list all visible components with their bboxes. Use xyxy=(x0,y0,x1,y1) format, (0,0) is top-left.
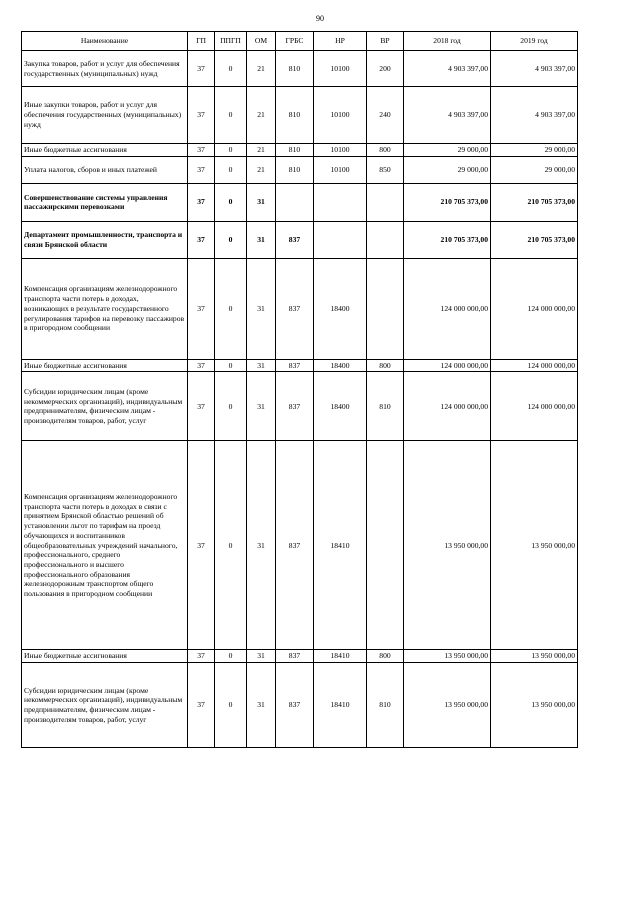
cell-ppgp: 0 xyxy=(215,372,247,441)
cell-om: 21 xyxy=(247,51,276,87)
cell-om: 31 xyxy=(247,183,276,221)
cell-grbs: 837 xyxy=(276,441,314,650)
table-body xyxy=(22,51,578,748)
cell-vr: 810 xyxy=(367,372,404,441)
cell-vr xyxy=(367,258,404,359)
cell-vr: 800 xyxy=(367,650,404,663)
cell-y2018: 29 000,00 xyxy=(404,156,491,183)
cell-np: 18400 xyxy=(314,372,367,441)
table-row xyxy=(22,372,578,441)
cell-name: Иные закупки товаров, работ и услуг для обеспечения государственных (муниципальных) нужд xyxy=(22,87,188,144)
cell-om: 31 xyxy=(247,359,276,372)
table-row xyxy=(22,183,578,221)
cell-gp: 37 xyxy=(188,258,215,359)
cell-name: Субсидии юридическим лицам (кроме некоммерческих организаций), индивидуальным предпринимателям, физическим лицам - производителям товаров, работ, услуг xyxy=(22,372,188,441)
page-number: 90 xyxy=(316,14,324,23)
table-row xyxy=(22,359,578,372)
table-row xyxy=(22,221,578,258)
cell-np: 10100 xyxy=(314,156,367,183)
cell-om: 21 xyxy=(247,156,276,183)
cell-ppgp: 0 xyxy=(215,650,247,663)
cell-y2018: 29 000,00 xyxy=(404,144,491,157)
cell-y2018: 13 950 000,00 xyxy=(404,663,491,748)
cell-ppgp: 0 xyxy=(215,87,247,144)
cell-gp: 37 xyxy=(188,359,215,372)
cell-om: 21 xyxy=(247,87,276,144)
cell-np: 10100 xyxy=(314,51,367,87)
cell-name: Иные бюджетные ассигнования xyxy=(22,144,188,157)
cell-vr: 240 xyxy=(367,87,404,144)
cell-om: 31 xyxy=(247,221,276,258)
cell-vr: 800 xyxy=(367,144,404,157)
cell-ppgp: 0 xyxy=(215,441,247,650)
cell-name: Субсидии юридическим лицам (кроме некоммерческих организаций), индивидуальным предпринимателям, физическим лицам - производителям товаров, работ, услуг xyxy=(22,663,188,748)
cell-y2018: 210 705 373,00 xyxy=(404,183,491,221)
cell-y2019: 29 000,00 xyxy=(491,156,578,183)
cell-grbs: 810 xyxy=(276,156,314,183)
cell-om: 31 xyxy=(247,650,276,663)
header-2018: 2018 год xyxy=(404,32,491,51)
cell-vr: 200 xyxy=(367,51,404,87)
cell-y2018: 124 000 000,00 xyxy=(404,359,491,372)
cell-y2019: 210 705 373,00 xyxy=(491,221,578,258)
cell-y2018: 13 950 000,00 xyxy=(404,650,491,663)
cell-vr: 850 xyxy=(367,156,404,183)
table-row xyxy=(22,650,578,663)
cell-ppgp: 0 xyxy=(215,183,247,221)
cell-ppgp: 0 xyxy=(215,258,247,359)
cell-gp: 37 xyxy=(188,144,215,157)
cell-grbs: 837 xyxy=(276,359,314,372)
cell-om: 31 xyxy=(247,372,276,441)
cell-np: 18410 xyxy=(314,441,367,650)
table-row xyxy=(22,441,578,650)
cell-vr xyxy=(367,183,404,221)
cell-y2019: 13 950 000,00 xyxy=(491,663,578,748)
cell-vr xyxy=(367,221,404,258)
cell-y2019: 210 705 373,00 xyxy=(491,183,578,221)
cell-name: Иные бюджетные ассигнования xyxy=(22,650,188,663)
cell-name: Компенсация организациям железнодорожного транспорта части потерь в доходах в связи с принятием Брянской областью решений об установлении льгот по тарифам на проезд обучающихся и воспитанников общеобразовательных учреждений начального, профессионального, среднего профессионального и высшего профессионального образования железнодорожным транспортом общего пользования в пригородном сообщении xyxy=(22,441,188,650)
cell-vr: 810 xyxy=(367,663,404,748)
cell-ppgp: 0 xyxy=(215,51,247,87)
cell-y2018: 13 950 000,00 xyxy=(404,441,491,650)
cell-np: 18410 xyxy=(314,650,367,663)
cell-np xyxy=(314,221,367,258)
cell-grbs: 837 xyxy=(276,258,314,359)
cell-name: Совершенствование системы управления пассажирскими перевозками xyxy=(22,183,188,221)
cell-name: Уплата налогов, сборов и иных платежей xyxy=(22,156,188,183)
cell-name: Компенсация организациям железнодорожного транспорта части потерь в доходах, возникающих в результате государственного регулирования тарифов на перевозку пассажиров в пригородном сообщении xyxy=(22,258,188,359)
cell-y2019: 13 950 000,00 xyxy=(491,441,578,650)
table-row xyxy=(22,51,578,87)
cell-grbs: 837 xyxy=(276,650,314,663)
cell-ppgp: 0 xyxy=(215,144,247,157)
header-name: Наименование xyxy=(22,32,188,51)
cell-gp: 37 xyxy=(188,221,215,258)
cell-np: 18400 xyxy=(314,258,367,359)
cell-y2019: 13 950 000,00 xyxy=(491,650,578,663)
cell-gp: 37 xyxy=(188,372,215,441)
table-row xyxy=(22,258,578,359)
cell-y2019: 29 000,00 xyxy=(491,144,578,157)
cell-np: 18410 xyxy=(314,663,367,748)
cell-vr: 800 xyxy=(367,359,404,372)
table-row xyxy=(22,87,578,144)
cell-y2019: 4 903 397,00 xyxy=(491,51,578,87)
header-np: НР xyxy=(314,32,367,51)
cell-grbs: 810 xyxy=(276,144,314,157)
cell-y2018: 124 000 000,00 xyxy=(404,372,491,441)
cell-name: Закупка товаров, работ и услуг для обеспечения государственных (муниципальных) нужд xyxy=(22,51,188,87)
header-om: ОМ xyxy=(247,32,276,51)
cell-gp: 37 xyxy=(188,663,215,748)
cell-om: 31 xyxy=(247,258,276,359)
cell-y2018: 4 903 397,00 xyxy=(404,51,491,87)
cell-ppgp: 0 xyxy=(215,156,247,183)
header-grbs: ГРБС xyxy=(276,32,314,51)
table-header-row xyxy=(22,32,578,51)
table-row xyxy=(22,663,578,748)
cell-name: Департамент промышленности, транспорта и связи Брянской области xyxy=(22,221,188,258)
cell-y2019: 124 000 000,00 xyxy=(491,258,578,359)
budget-table xyxy=(21,31,578,748)
cell-om: 31 xyxy=(247,663,276,748)
header-gp: ГП xyxy=(188,32,215,51)
cell-ppgp: 0 xyxy=(215,359,247,372)
cell-name: Иные бюджетные ассигнования xyxy=(22,359,188,372)
cell-y2019: 124 000 000,00 xyxy=(491,372,578,441)
cell-grbs: 837 xyxy=(276,372,314,441)
header-ppgp: ППГП xyxy=(215,32,247,51)
cell-y2018: 4 903 397,00 xyxy=(404,87,491,144)
cell-gp: 37 xyxy=(188,156,215,183)
cell-grbs: 810 xyxy=(276,87,314,144)
cell-gp: 37 xyxy=(188,650,215,663)
cell-gp: 37 xyxy=(188,441,215,650)
cell-om: 21 xyxy=(247,144,276,157)
cell-gp: 37 xyxy=(188,51,215,87)
cell-ppgp: 0 xyxy=(215,663,247,748)
cell-np: 10100 xyxy=(314,87,367,144)
cell-grbs xyxy=(276,183,314,221)
cell-y2018: 124 000 000,00 xyxy=(404,258,491,359)
cell-gp: 37 xyxy=(188,183,215,221)
header-vr: ВР xyxy=(367,32,404,51)
cell-np xyxy=(314,183,367,221)
cell-grbs: 810 xyxy=(276,51,314,87)
cell-y2018: 210 705 373,00 xyxy=(404,221,491,258)
cell-grbs: 837 xyxy=(276,663,314,748)
cell-vr xyxy=(367,441,404,650)
cell-y2019: 124 000 000,00 xyxy=(491,359,578,372)
cell-np: 10100 xyxy=(314,144,367,157)
table-row xyxy=(22,144,578,157)
cell-gp: 37 xyxy=(188,87,215,144)
cell-ppgp: 0 xyxy=(215,221,247,258)
cell-y2019: 4 903 397,00 xyxy=(491,87,578,144)
cell-om: 31 xyxy=(247,441,276,650)
table-row xyxy=(22,156,578,183)
cell-np: 18400 xyxy=(314,359,367,372)
header-2019: 2019 год xyxy=(491,32,578,51)
cell-grbs: 837 xyxy=(276,221,314,258)
